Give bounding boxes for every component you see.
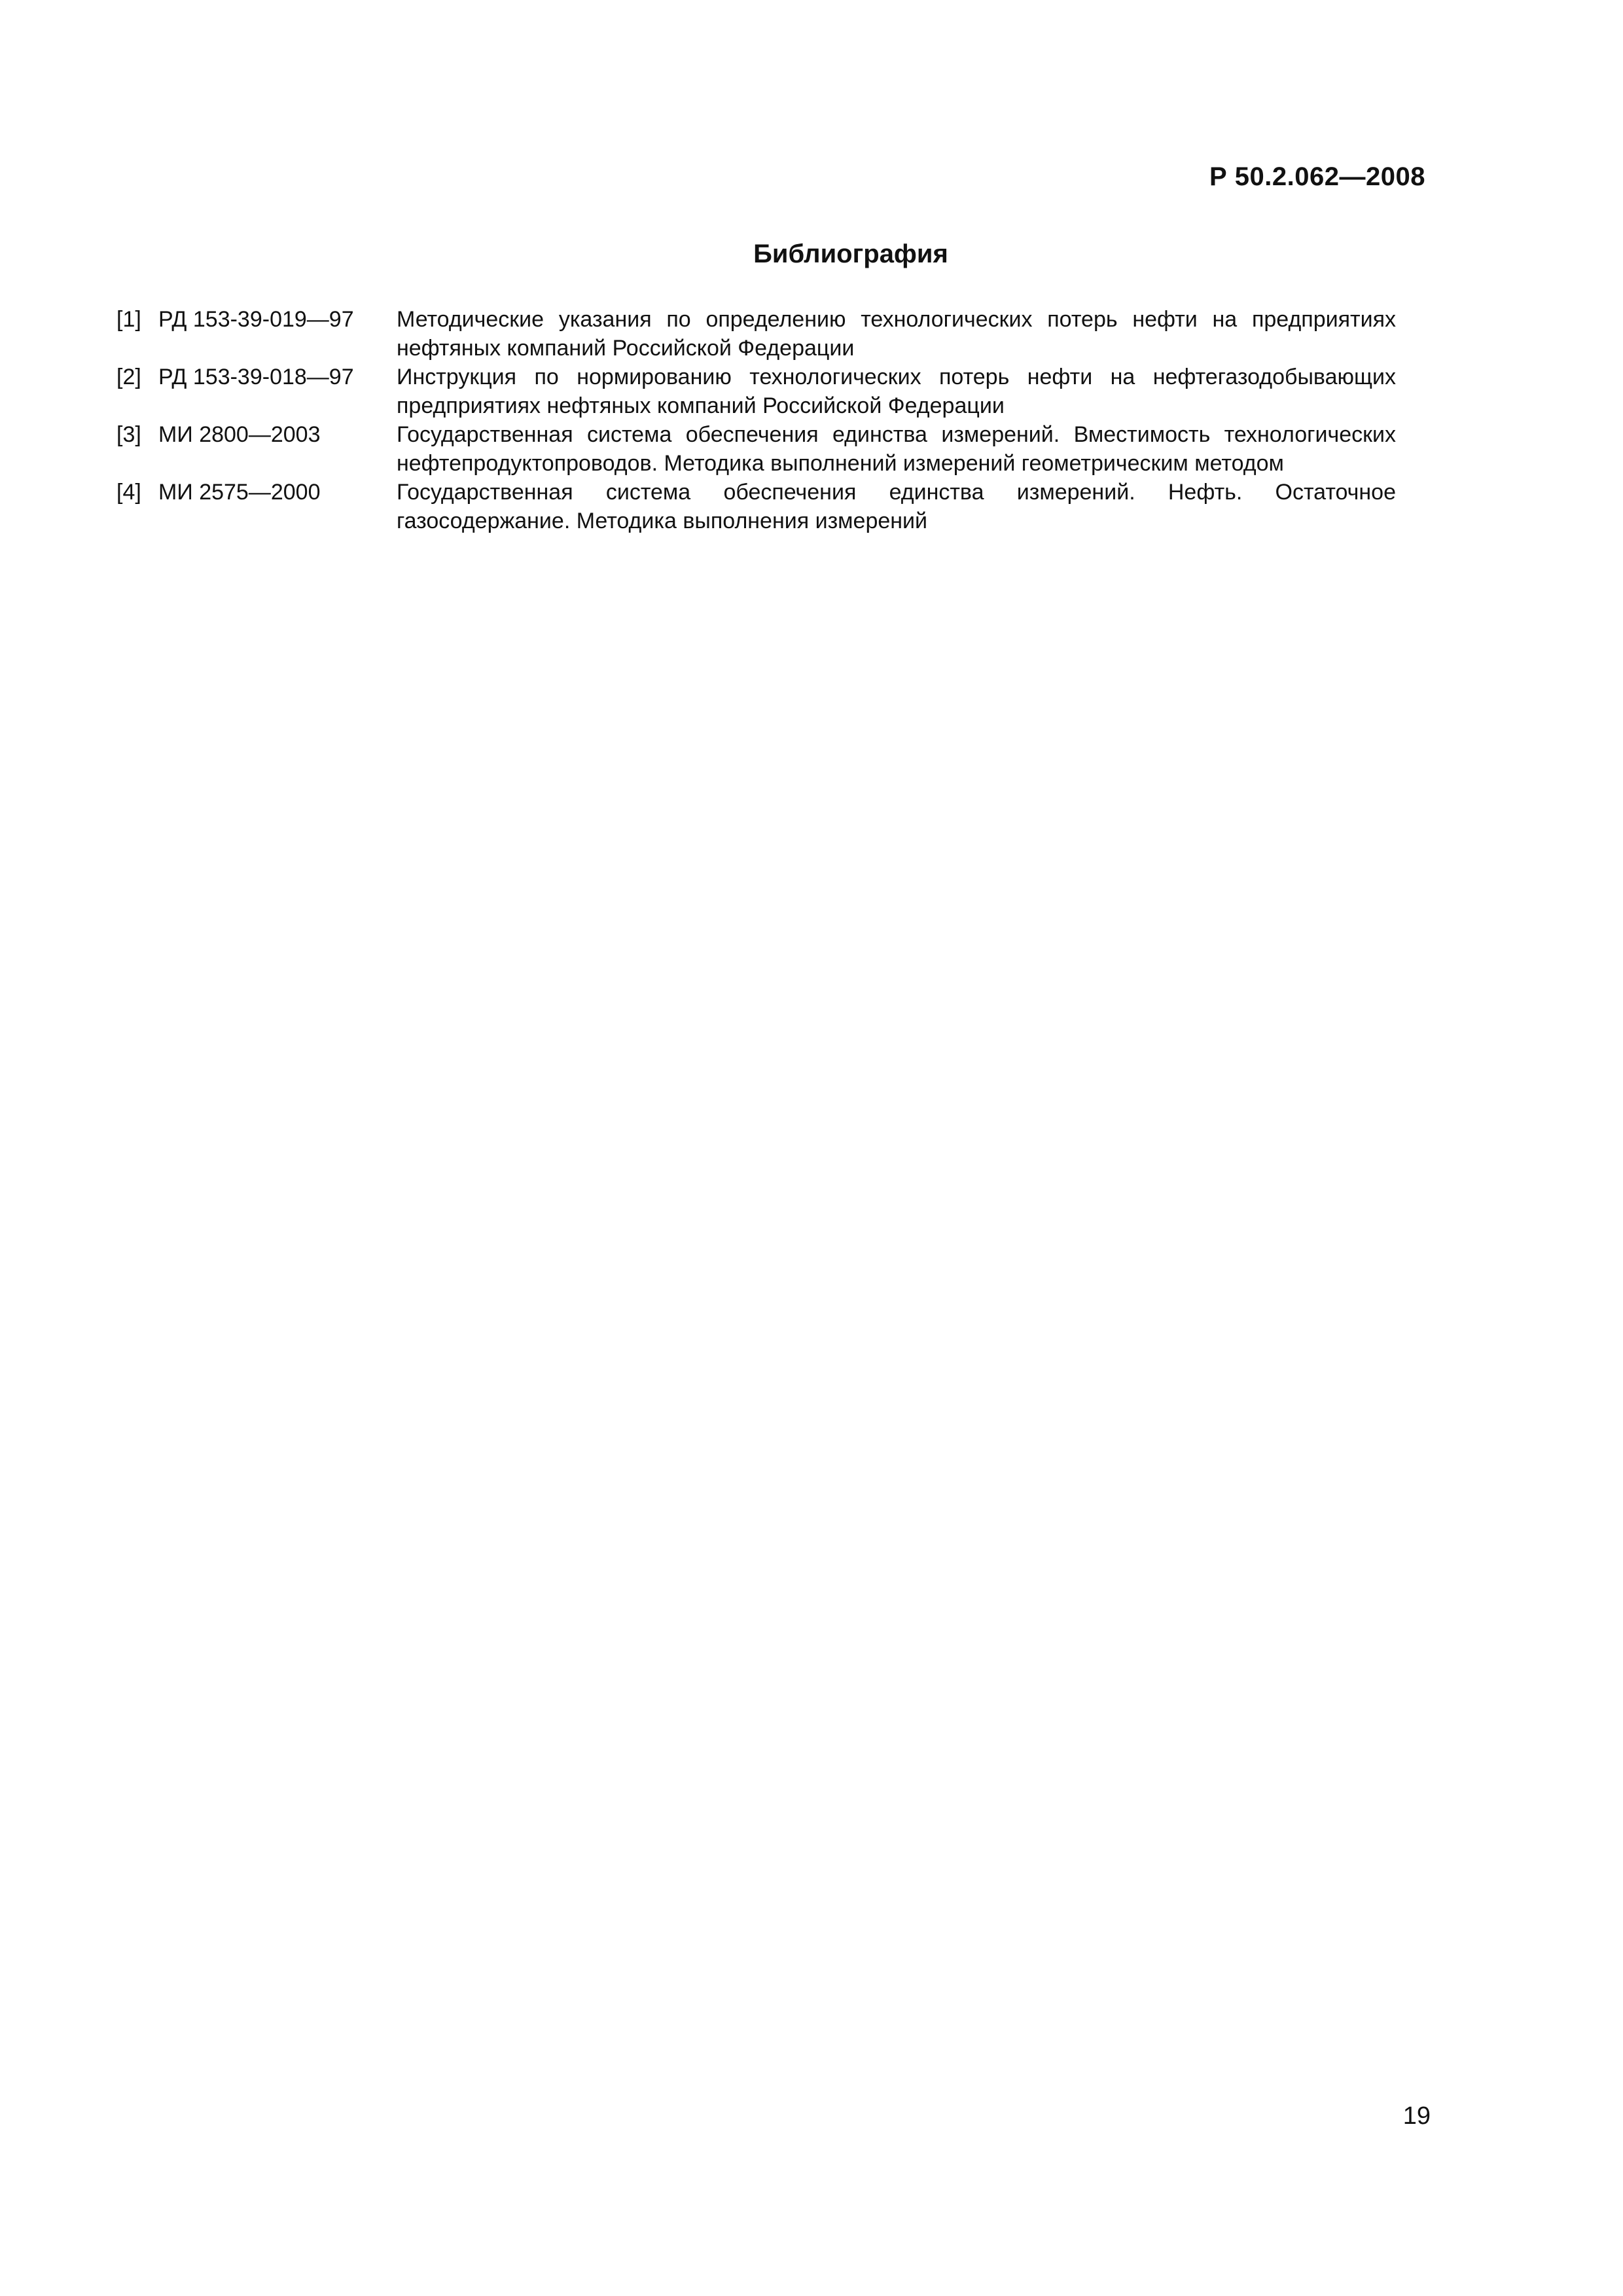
bibliography-title: Методические указания по определению технологических потерь нефти на предприятиях нефтяных компаний Российской Федерации xyxy=(397,307,1396,361)
bibliography-document-id: МИ 2800—2003 xyxy=(158,422,321,447)
bibliography-list xyxy=(116,305,1396,535)
bibliography-title: Государственная система обеспечения единства измерений. Нефть. Остаточное газосодержание. Методика выполнения измерений xyxy=(397,480,1396,533)
bibliography-title: Инструкция по нормированию технологических потерь нефти на нефтегазодобывающих предприятиях нефтяных компаний Российской Федерации xyxy=(397,365,1396,418)
bibliography-item-3 xyxy=(116,420,1396,478)
bibliography-number: [3] xyxy=(116,422,141,447)
bibliography-item-4 xyxy=(116,478,1396,535)
bibliography-document-id: МИ 2575—2000 xyxy=(158,480,321,505)
section-title: Библиография xyxy=(753,240,948,268)
bibliography-title: Государственная система обеспечения единства измерений. Вместимость технологических нефтепродуктопроводов. Методика выполнений измерений геометрическим методом xyxy=(397,422,1396,476)
document-code: Р 50.2.062—2008 xyxy=(1209,162,1425,191)
page-number: 19 xyxy=(1402,2102,1431,2130)
bibliography-number: [2] xyxy=(116,365,141,389)
bibliography-document-id: РД 153-39-019—97 xyxy=(158,307,354,332)
bibliography-item-2 xyxy=(116,363,1396,420)
bibliography-number: [4] xyxy=(116,480,141,505)
bibliography-number: [1] xyxy=(116,307,141,332)
bibliography-document-id: РД 153-39-018—97 xyxy=(158,365,354,389)
bibliography-item-1 xyxy=(116,305,1396,363)
